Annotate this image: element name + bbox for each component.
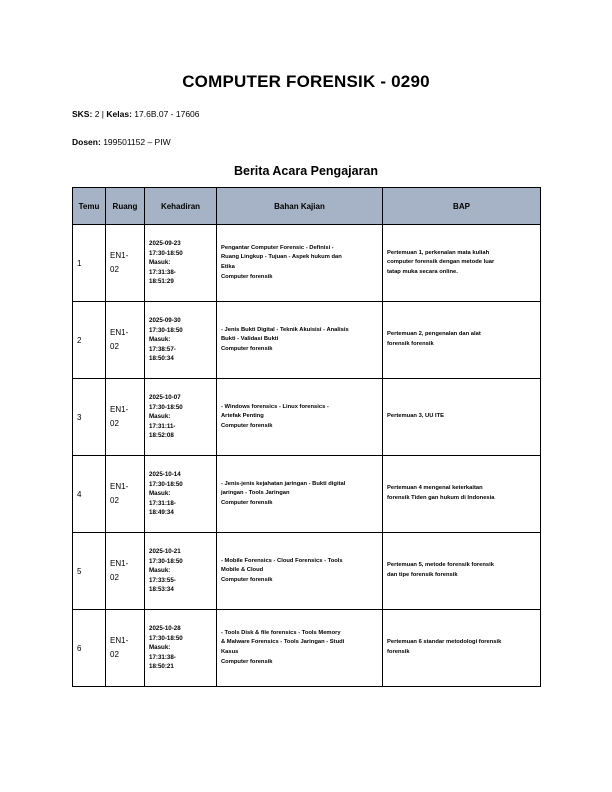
bahan-line: Computer forensik — [221, 422, 273, 429]
lecturer-meta — [72, 137, 171, 147]
kehadiran-line: 18:51:29 — [149, 278, 174, 286]
cell-temu: 1 — [73, 225, 106, 302]
dosen-label: Dosen: — [72, 137, 101, 147]
kehadiran-line: Masuk: — [149, 567, 171, 575]
kelas-value: 17.6B.07 - 17606 — [134, 109, 200, 119]
bahan-line: - Jenis-jenis kejahatan jaringan - Bukti digital — [221, 480, 346, 487]
kehadiran-line: 18:49:34 — [149, 509, 174, 517]
cell-bap — [383, 456, 541, 533]
bahan-line: - Windows forensics - Linux forensics - — [221, 403, 329, 410]
bahan-line: Computer forensik — [221, 273, 273, 280]
bap-line: forensik Tiden gan hukum di Indonesia — [387, 495, 495, 501]
cell-ruang — [106, 302, 145, 379]
kehadiran-line: 17:31:38- — [149, 268, 176, 276]
kehadiran-line: 17:31:18- — [149, 499, 176, 507]
kehadiran-line: 18:52:08 — [149, 432, 174, 440]
kehadiran-line: 17:33:55- — [149, 576, 176, 584]
cell-ruang — [106, 533, 145, 610]
bap-line: tatap muka secara online. — [387, 268, 458, 275]
table-header-row — [73, 188, 541, 225]
cell-kehadiran — [145, 302, 217, 379]
cell-bap — [383, 225, 541, 302]
cell-bap — [383, 533, 541, 610]
ruang-line: EN1- — [110, 482, 129, 491]
header-temu: Temu — [73, 188, 106, 225]
cell-temu: 3 — [73, 379, 106, 456]
ruang-line: EN1- — [110, 251, 129, 260]
bahan-line: Ruang Lingkup - Tujuan - Aspek hukum dan — [221, 254, 342, 261]
cell-bahan-kajian — [217, 610, 383, 687]
ruang-line: EN1- — [110, 559, 129, 568]
header-ruang: Ruang — [106, 188, 145, 225]
kehadiran-line: 2025-09-23 — [149, 240, 181, 248]
kehadiran-line: 17:30-18:50 — [149, 480, 183, 488]
cell-bahan-kajian — [217, 302, 383, 379]
kelas-label: Kelas: — [106, 109, 132, 119]
header-bap: BAP — [383, 188, 541, 225]
table-row — [73, 379, 541, 456]
header-bahan-kajian: Bahan Kajian — [217, 188, 383, 225]
sks-value: 2 — [94, 109, 100, 119]
cell-kehadiran — [145, 225, 217, 302]
section-title: Berita Acara Pengajaran — [233, 164, 379, 178]
bahan-line: & Malware Forensics - Tools Jaringan - Studi — [221, 639, 345, 646]
cell-bahan-kajian — [217, 456, 383, 533]
ruang-line: 02 — [110, 342, 119, 351]
bap-line: dan tipe forensik forensik — [387, 572, 458, 578]
kehadiran-line: 2025-10-28 — [149, 625, 181, 633]
course-meta — [72, 109, 200, 119]
kehadiran-line: Masuk: — [149, 336, 171, 344]
ruang-line: EN1- — [110, 328, 129, 337]
bap-line: Pertemuan 2, pengenalan dan alat — [387, 331, 481, 338]
table-row — [73, 610, 541, 687]
course-title: COMPUTER FORENSIK - 0290 — [182, 72, 430, 91]
kehadiran-line: 17:30-18:50 — [149, 326, 183, 334]
cell-kehadiran — [145, 533, 217, 610]
bahan-line: Computer forensik — [221, 576, 273, 583]
bap-line: forensik — [387, 649, 410, 655]
bahan-line: Kasus — [221, 649, 239, 655]
cell-ruang — [106, 225, 145, 302]
sks-label: SKS: — [72, 109, 93, 119]
kehadiran-line: Masuk: — [149, 490, 171, 498]
bahan-line: - Jenis Bukti Digital - Teknik Akuisisi - Analisis — [221, 326, 349, 333]
bap-line: Pertemuan 4 mengenai keterkaitan — [387, 485, 483, 492]
bap-table — [72, 187, 541, 687]
kehadiran-line: 17:30-18:50 — [149, 249, 183, 257]
cell-ruang — [106, 610, 145, 687]
kehadiran-line: 18:50:21 — [149, 663, 174, 671]
table-row — [73, 225, 541, 302]
cell-ruang — [106, 379, 145, 456]
bahan-line: Mobile & Cloud — [221, 567, 264, 574]
bahan-line: - Mobile Forensics - Cloud Forensics - Tools — [221, 557, 343, 564]
ruang-line: 02 — [110, 573, 119, 582]
ruang-line: EN1- — [110, 405, 129, 414]
cell-kehadiran — [145, 610, 217, 687]
kehadiran-line: Masuk: — [149, 413, 171, 421]
cell-bap — [383, 302, 541, 379]
cell-bap — [383, 379, 541, 456]
kehadiran-line: Masuk: — [149, 644, 171, 652]
kehadiran-line: 17:30-18:50 — [149, 557, 183, 565]
bap-line: forensik forensik — [387, 341, 434, 347]
table-row — [73, 456, 541, 533]
ruang-line: EN1- — [110, 636, 129, 645]
table-row — [73, 533, 541, 610]
kehadiran-line: 18:53:34 — [149, 586, 174, 594]
bap-line: Pertemuan 6 standar metodologi forensik — [387, 639, 502, 646]
bap-line: computer forensik dengan metode luar — [387, 259, 495, 266]
kehadiran-line: 2025-10-07 — [149, 394, 181, 402]
cell-temu: 2 — [73, 302, 106, 379]
cell-bahan-kajian — [217, 533, 383, 610]
kehadiran-line: 17:38:57- — [149, 345, 176, 353]
table-row — [73, 302, 541, 379]
cell-ruang — [106, 456, 145, 533]
cell-bahan-kajian — [217, 379, 383, 456]
kehadiran-line: 2025-10-14 — [149, 471, 181, 479]
kehadiran-line: 17:31:38- — [149, 653, 176, 661]
bahan-line: Etika — [221, 264, 235, 270]
bahan-line: Bukti - Validasi Bukti — [221, 336, 279, 343]
kehadiran-line: 2025-10-21 — [149, 548, 181, 556]
kehadiran-line: 17:30-18:50 — [149, 403, 183, 411]
cell-kehadiran — [145, 456, 217, 533]
ruang-line: 02 — [110, 265, 119, 274]
bap-line: Pertemuan 1, perkenalan mata kuliah — [387, 249, 490, 256]
cell-temu: 5 — [73, 533, 106, 610]
bahan-line: Computer forensik — [221, 658, 273, 665]
bap-line: Pertemuan 3, UU ITE — [387, 413, 445, 420]
kehadiran-line: Masuk: — [149, 259, 171, 267]
ruang-line: 02 — [110, 419, 119, 428]
ruang-line: 02 — [110, 496, 119, 505]
bahan-line: Pengantar Computer Forensic - Definisi - — [221, 244, 334, 251]
kehadiran-line: 18:50:34 — [149, 355, 174, 363]
cell-kehadiran — [145, 379, 217, 456]
cell-bahan-kajian — [217, 225, 383, 302]
kehadiran-line: 2025-09-30 — [149, 317, 181, 325]
header-kehadiran: Kehadiran — [145, 188, 217, 225]
dosen-value: 199501152 – PIW — [103, 137, 171, 147]
meta-separator: | — [101, 109, 105, 119]
cell-temu: 6 — [73, 610, 106, 687]
ruang-line: 02 — [110, 650, 119, 659]
kehadiran-line: 17:31:11- — [149, 422, 176, 430]
cell-bap — [383, 610, 541, 687]
bahan-line: Computer forensik — [221, 499, 273, 506]
bahan-line: jaringan - Tools Jaringan — [221, 490, 290, 497]
bap-line: Pertemuan 5, metode forensik forensik — [387, 562, 494, 569]
cell-temu: 4 — [73, 456, 106, 533]
bahan-line: - Tools Disk & file forensics - Tools Memory — [221, 629, 341, 636]
kehadiran-line: 17:30-18:50 — [149, 634, 183, 642]
bahan-line: Computer forensik — [221, 345, 273, 352]
bahan-line: Artefak Penting — [221, 413, 264, 420]
